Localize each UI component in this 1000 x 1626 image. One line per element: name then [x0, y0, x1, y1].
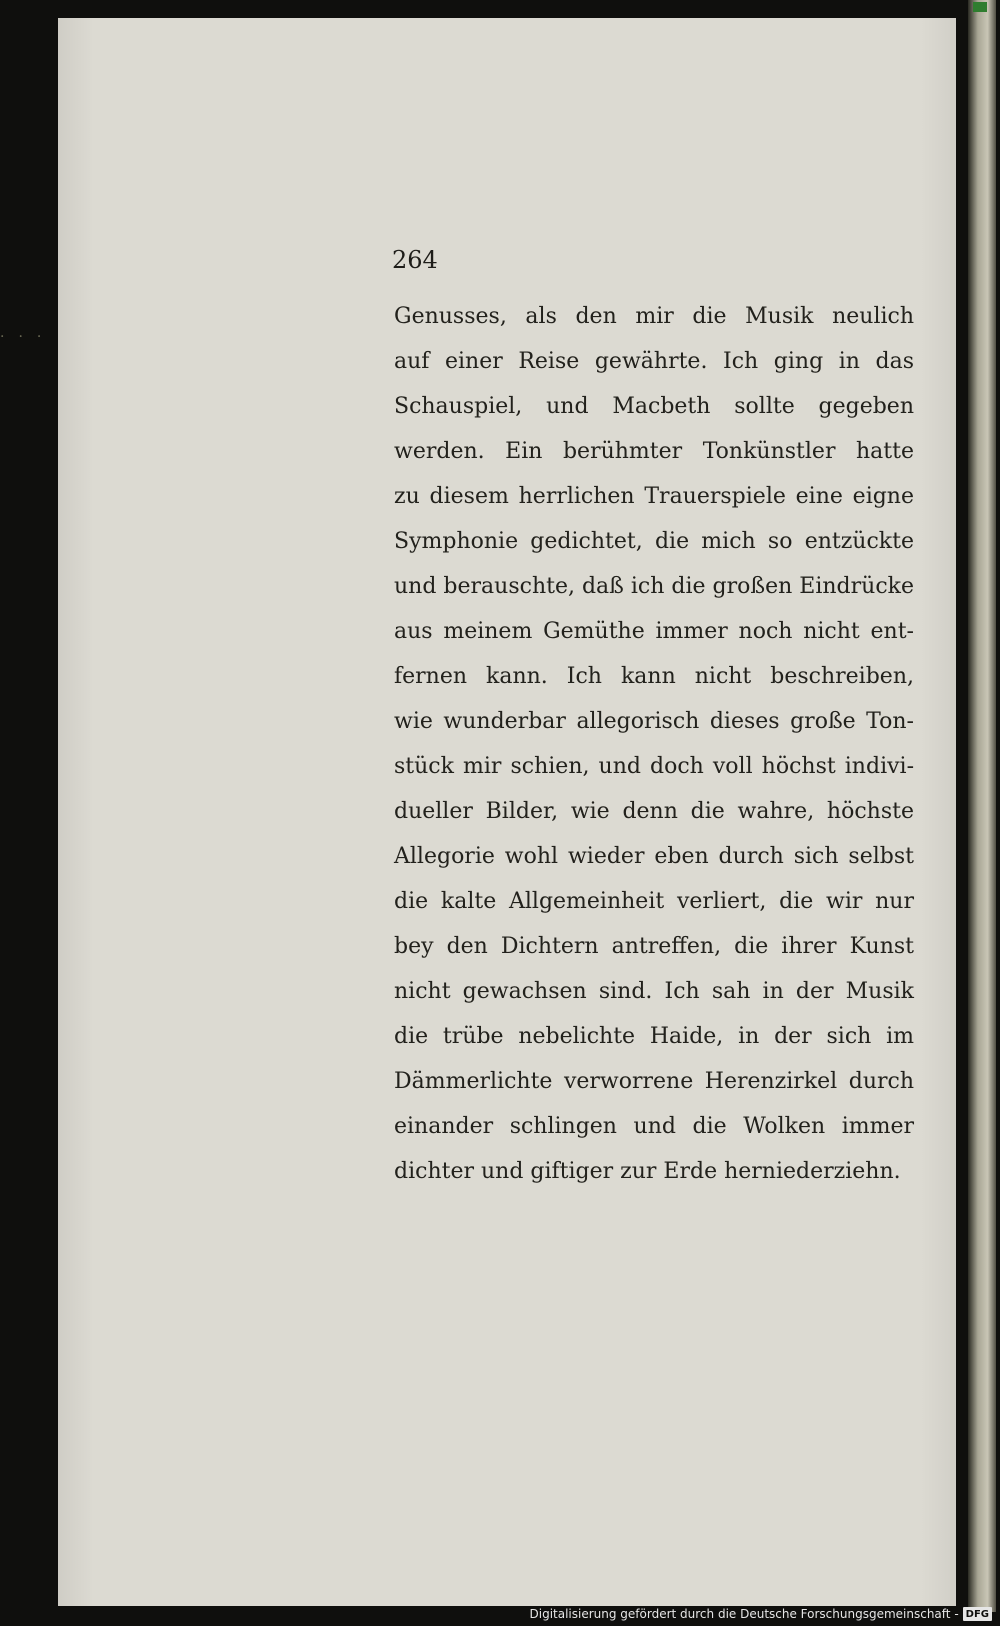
text-line: stück mir schien, und doch voll höchst indivi-	[394, 754, 914, 779]
book-page	[58, 18, 956, 1606]
digitization-footer	[530, 1604, 993, 1624]
text-line: einander schlingen und die Wolken immer	[394, 1114, 914, 1139]
dfg-logo: DFG	[963, 1607, 992, 1621]
text-line: Dämmerlichte verworrene Herenzirkel durch	[394, 1069, 914, 1094]
text-line: fernen kann. Ich kann nicht beschreiben,	[394, 664, 914, 689]
text-line: Genusses, als den mir die Musik neulich	[394, 304, 914, 329]
footer-text: Digitalisierung gefördert durch die Deutsche Forschungsgemeinschaft -	[529, 1607, 959, 1621]
text-line: auf einer Reise gewährte. Ich ging in das	[394, 349, 914, 374]
text-line: zu diesem herrlichen Trauerspiele eine eigne	[394, 484, 914, 509]
text-line: bey den Dichtern antreffen, die ihrer Kunst	[394, 934, 914, 959]
scan-marker	[973, 2, 987, 12]
text-line: die kalte Allgemeinheit verliert, die wir nur	[394, 889, 914, 914]
text-line: nicht gewachsen sind. Ich sah in der Musik	[394, 979, 914, 1004]
text-line: wie wunderbar allegorisch dieses große Ton-	[394, 709, 914, 734]
page-text	[394, 294, 914, 1194]
page-number: 264	[392, 246, 438, 274]
text-line: dichter und giftiger zur Erde herniederziehn.	[394, 1159, 901, 1184]
text-line: aus meinem Gemüthe immer noch nicht ent-	[394, 619, 914, 644]
text-line: die trübe nebelichte Haide, in der sich im	[394, 1024, 914, 1049]
text-line: Symphonie gedichtet, die mich so entzückte	[394, 529, 914, 554]
text-line: dueller Bilder, wie denn die wahre, höchste	[394, 799, 914, 824]
page-edge	[968, 0, 996, 1612]
text-line: Schauspiel, und Macbeth sollte gegeben	[394, 394, 914, 419]
text-line: und berauschte, daß ich die großen Eindrücke	[394, 574, 914, 599]
margin-dots: ···	[0, 329, 56, 345]
text-line: werden. Ein berühmter Tonkünstler hatte	[394, 439, 914, 464]
text-line: Allegorie wohl wieder eben durch sich selbst	[394, 844, 914, 869]
